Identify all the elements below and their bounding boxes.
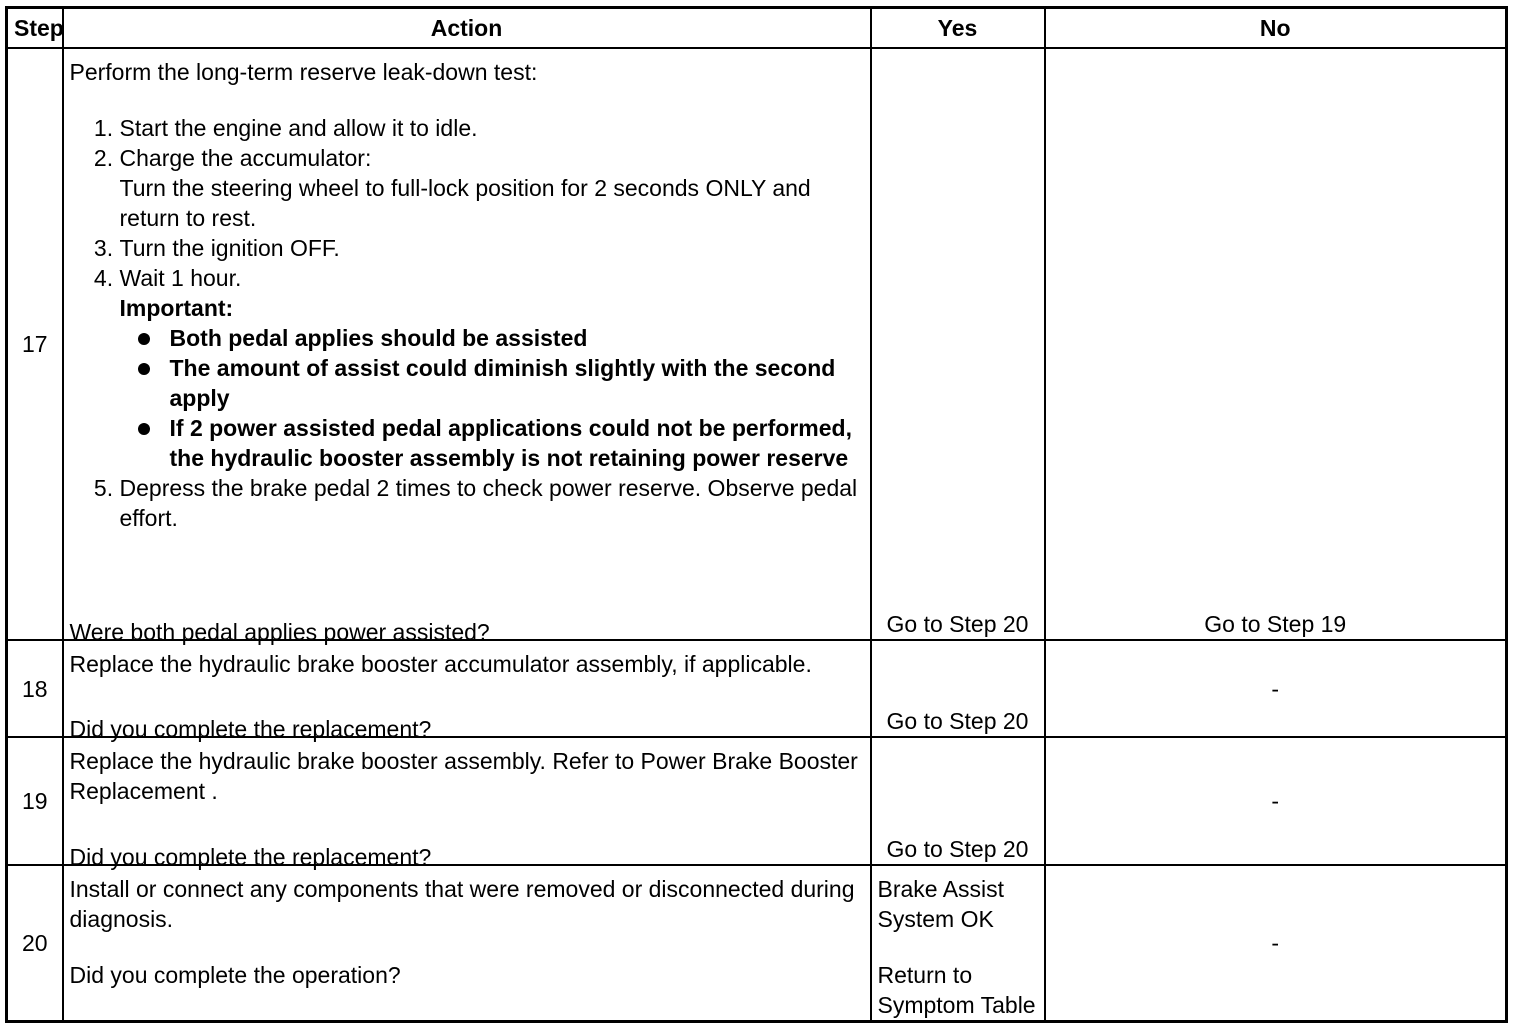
action-cell xyxy=(63,865,871,1022)
yes-result: Brake Assist System OK xyxy=(877,876,1005,932)
important-bullet-text: If 2 power assisted pedal applications could not be performed, the hydraulic booster assembly is not retaining power reserve xyxy=(169,415,852,471)
procedure-step xyxy=(120,143,864,233)
header-yes: Yes xyxy=(871,8,1045,49)
procedure-step-text: Charge the accumulator: xyxy=(119,145,372,171)
no-result: Go to Step 19 xyxy=(1204,611,1347,637)
step-number: 20 xyxy=(7,865,63,1022)
no-result: - xyxy=(1271,930,1280,956)
yes-result: Go to Step 20 xyxy=(886,611,1029,637)
yes-cell xyxy=(871,865,1045,1022)
no-cell xyxy=(1045,865,1507,1022)
procedure-step: 1. Start the engine and allow it to idle. xyxy=(120,113,864,143)
action-text: Replace the hydraulic brake booster accumulator assembly, if applicable. xyxy=(69,651,812,677)
action-question: Did you complete the replacement? xyxy=(69,844,432,870)
yes-cell xyxy=(871,640,1045,737)
action-text: Install or connect any components that were removed or disconnected during diagnosis. xyxy=(69,876,855,932)
action-text: Replace the hydraulic brake booster assembly. Refer to Power Brake Booster Replacement . xyxy=(69,748,858,804)
table-row-step-17 xyxy=(7,48,1507,640)
action-intro: Perform the long-term reserve leak-down test: xyxy=(69,59,538,85)
diagnostic-table xyxy=(5,6,1508,1023)
table-row-step-18 xyxy=(7,640,1507,737)
bullet-icon xyxy=(138,333,150,345)
important-bullet-text: The amount of assist could diminish slightly with the second apply xyxy=(169,355,836,411)
header-no: No xyxy=(1045,8,1507,49)
procedure-step-detail: Turn the steering wheel to full-lock position for 2 seconds ONLY and return to rest. xyxy=(119,175,811,231)
step-number: 18 xyxy=(7,640,63,737)
important-label: Important: xyxy=(119,295,234,321)
yes-result: Go to Step 20 xyxy=(886,836,1029,862)
important-bullet xyxy=(170,323,864,353)
yes-result-secondary: Return to Symptom Table xyxy=(877,962,1036,1018)
no-result: - xyxy=(1271,675,1280,702)
important-bullet xyxy=(170,353,864,413)
table-row-step-19 xyxy=(7,737,1507,865)
action-cell xyxy=(63,640,871,742)
yes-cell xyxy=(871,737,1045,865)
procedure-step: 3. Turn the ignition OFF. xyxy=(120,233,864,263)
table-row-step-20 xyxy=(7,865,1507,1022)
action-question: Were both pedal applies power assisted? xyxy=(69,619,490,645)
step-number: 19 xyxy=(7,737,63,865)
important-bullet-text: Both pedal applies should be assisted xyxy=(169,325,588,351)
procedure-step xyxy=(120,263,864,473)
header-row xyxy=(7,8,1507,49)
procedure-step: 5. Depress the brake pedal 2 times to check power reserve. Observe pedal effort. xyxy=(120,473,864,533)
important-list xyxy=(120,323,864,473)
action-cell xyxy=(63,737,871,870)
procedure-list xyxy=(70,113,864,533)
important-bullet xyxy=(170,413,864,473)
step-number: 17 xyxy=(7,48,63,640)
no-cell xyxy=(1045,48,1507,640)
yes-result: Go to Step 20 xyxy=(886,708,1029,734)
no-result: - xyxy=(1271,788,1280,814)
action-question: Did you complete the replacement? xyxy=(69,716,432,742)
header-action: Action xyxy=(63,8,871,49)
action-cell xyxy=(63,48,871,645)
action-question: Did you complete the operation? xyxy=(69,962,401,988)
procedure-step-text: Wait 1 hour. xyxy=(119,265,242,291)
bullet-icon xyxy=(138,423,150,435)
no-cell xyxy=(1045,640,1507,737)
no-cell xyxy=(1045,737,1507,865)
yes-cell xyxy=(871,48,1045,640)
header-step: Step xyxy=(7,8,63,49)
bullet-icon xyxy=(138,363,150,375)
